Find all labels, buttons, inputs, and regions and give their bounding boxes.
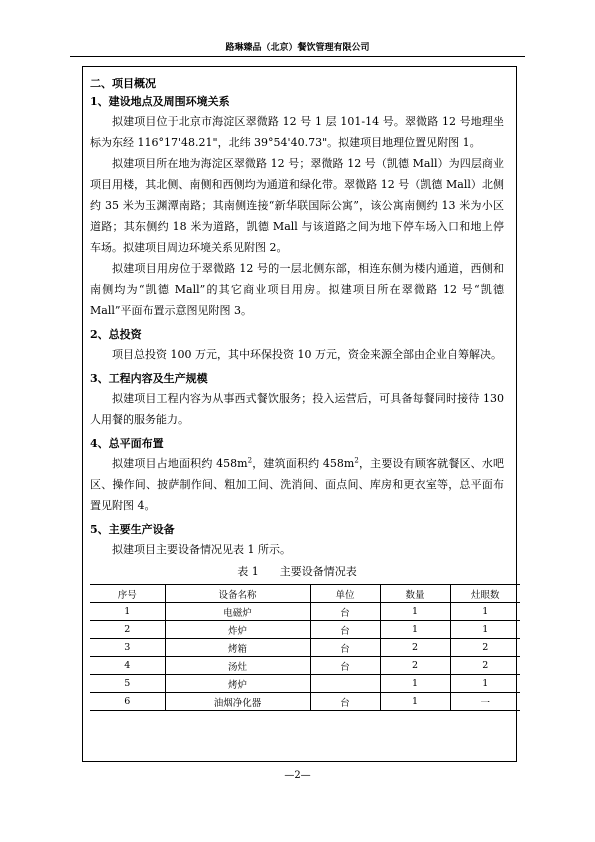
heading-layout: 4、总平面布置 [90,437,164,450]
cell-name: 烤箱 [165,639,310,657]
layout-text-2: ，建筑面积约 458m [252,457,355,470]
cell-unit: 台 [310,639,380,657]
cell-quantity: 2 [380,657,450,675]
table-row [90,621,520,639]
cell-name: 汤灶 [165,657,310,675]
paragraph-location-3: 拟建项目用房位于翠微路 12 号的一层北侧东部，相连东侧为楼内通道，西侧和南侧均为“凯德 Mall”的其它商业项目用房。拟建项目所在翠微路 12 号“凯德 Mall”平面布置示意图见附图 3。 [90,262,508,317]
cell-unit: 台 [310,621,380,639]
table-header-row [90,585,520,603]
section-title: 二、项目概况 [90,77,156,90]
col-header-index: 序号 [90,585,165,603]
col-header-burners: 灶眼数 [450,585,520,603]
paragraph-scope: 拟建项目工程内容为从事西式餐饮服务；投入运营后，可具备每餐同时接待 130 人用餐的服务能力。 [90,392,508,426]
paragraph-investment: 项目总投资 100 万元，其中环保投资 10 万元，资金来源全部由企业自筹解决。 [112,348,502,361]
table-row [90,639,520,657]
cell-unit: 台 [310,657,380,675]
page-header [70,40,525,57]
layout-text-1: 拟建项目占地面积约 458m [112,457,248,470]
cell-burners: 1 [450,603,520,621]
cell-burners: 2 [450,657,520,675]
cell-name: 电磁炉 [165,603,310,621]
superscript-2: 2 [247,456,253,465]
cell-index: 1 [90,603,165,621]
layout-text-3: ，主要设有顾客就餐区、水吧区、操作间、披萨制作间、粗加工间、洗消间、面点间、库房和更衣室等，总平面布置见附图 4。 [90,457,504,512]
cell-index: 3 [90,639,165,657]
table-row [90,693,520,711]
heading-investment: 2、总投资 [90,328,142,341]
cell-index: 5 [90,675,165,693]
col-header-name: 设备名称 [165,585,310,603]
cell-quantity: 1 [380,603,450,621]
cell-unit: 台 [310,603,380,621]
paragraph-layout [90,453,504,516]
col-header-unit: 单位 [310,585,380,603]
cell-index: 2 [90,621,165,639]
cell-name: 炸炉 [165,621,310,639]
cell-burners: 2 [450,639,520,657]
cell-quantity: 2 [380,639,450,657]
cell-unit: 台 [310,693,380,711]
page-number: —2— [284,770,311,781]
cell-unit [310,675,380,693]
heading-equipment: 5、主要生产设备 [90,523,175,536]
equipment-table [90,584,520,711]
superscript-2: 2 [354,456,359,465]
cell-quantity: 1 [380,675,450,693]
paragraph-equipment: 拟建项目主要设备情况见表 1 所示。 [112,543,291,556]
company-name: 路琳臻品（北京）餐饮管理有限公司 [225,43,370,53]
cell-index: 4 [90,657,165,675]
paragraph-location-2: 拟建项目所在地为海淀区翠微路 12 号；翠微路 12 号（凯德 Mall）为四层商业项目用楼，其北侧、南侧和西侧均为通道和绿化带。翠微路 12 号（凯德 Mall）北侧约 35 米为玉渊潭南路；其南侧连接“新华联国际公寓”，该公寓南侧约 13 米为小区道路；其东侧约 18 米为道路，凯德 Mall 与该道路之间为地下停车场入口和地上停车场。拟建项目周边环境关系见附图 2。 [90,157,504,254]
cell-quantity: 1 [380,693,450,711]
cell-index: 6 [90,693,165,711]
table-row [90,675,520,693]
cell-name: 烤炉 [165,675,310,693]
paragraph-location-1: 拟建项目位于北京市海淀区翠微路 12 号 1 层 101-14 号。翠微路 12 号地理坐标为东经 116°17'48.21"，北纬 39°54'40.73"。拟建项目地理位置见附图 1。 [90,115,504,149]
heading-location: 1、建设地点及周围环境关系 [90,95,230,108]
cell-quantity: 1 [380,621,450,639]
cell-burners: 一 [450,693,520,711]
col-header-quantity: 数量 [380,585,450,603]
table-row [90,657,520,675]
table-caption: 表 1 主要设备情况表 [237,565,357,578]
cell-name: 油烟净化器 [165,693,310,711]
content-frame [82,66,517,762]
heading-scope: 3、工程内容及生产规模 [90,372,208,385]
cell-burners: 1 [450,675,520,693]
table-row [90,603,520,621]
cell-burners: 1 [450,621,520,639]
